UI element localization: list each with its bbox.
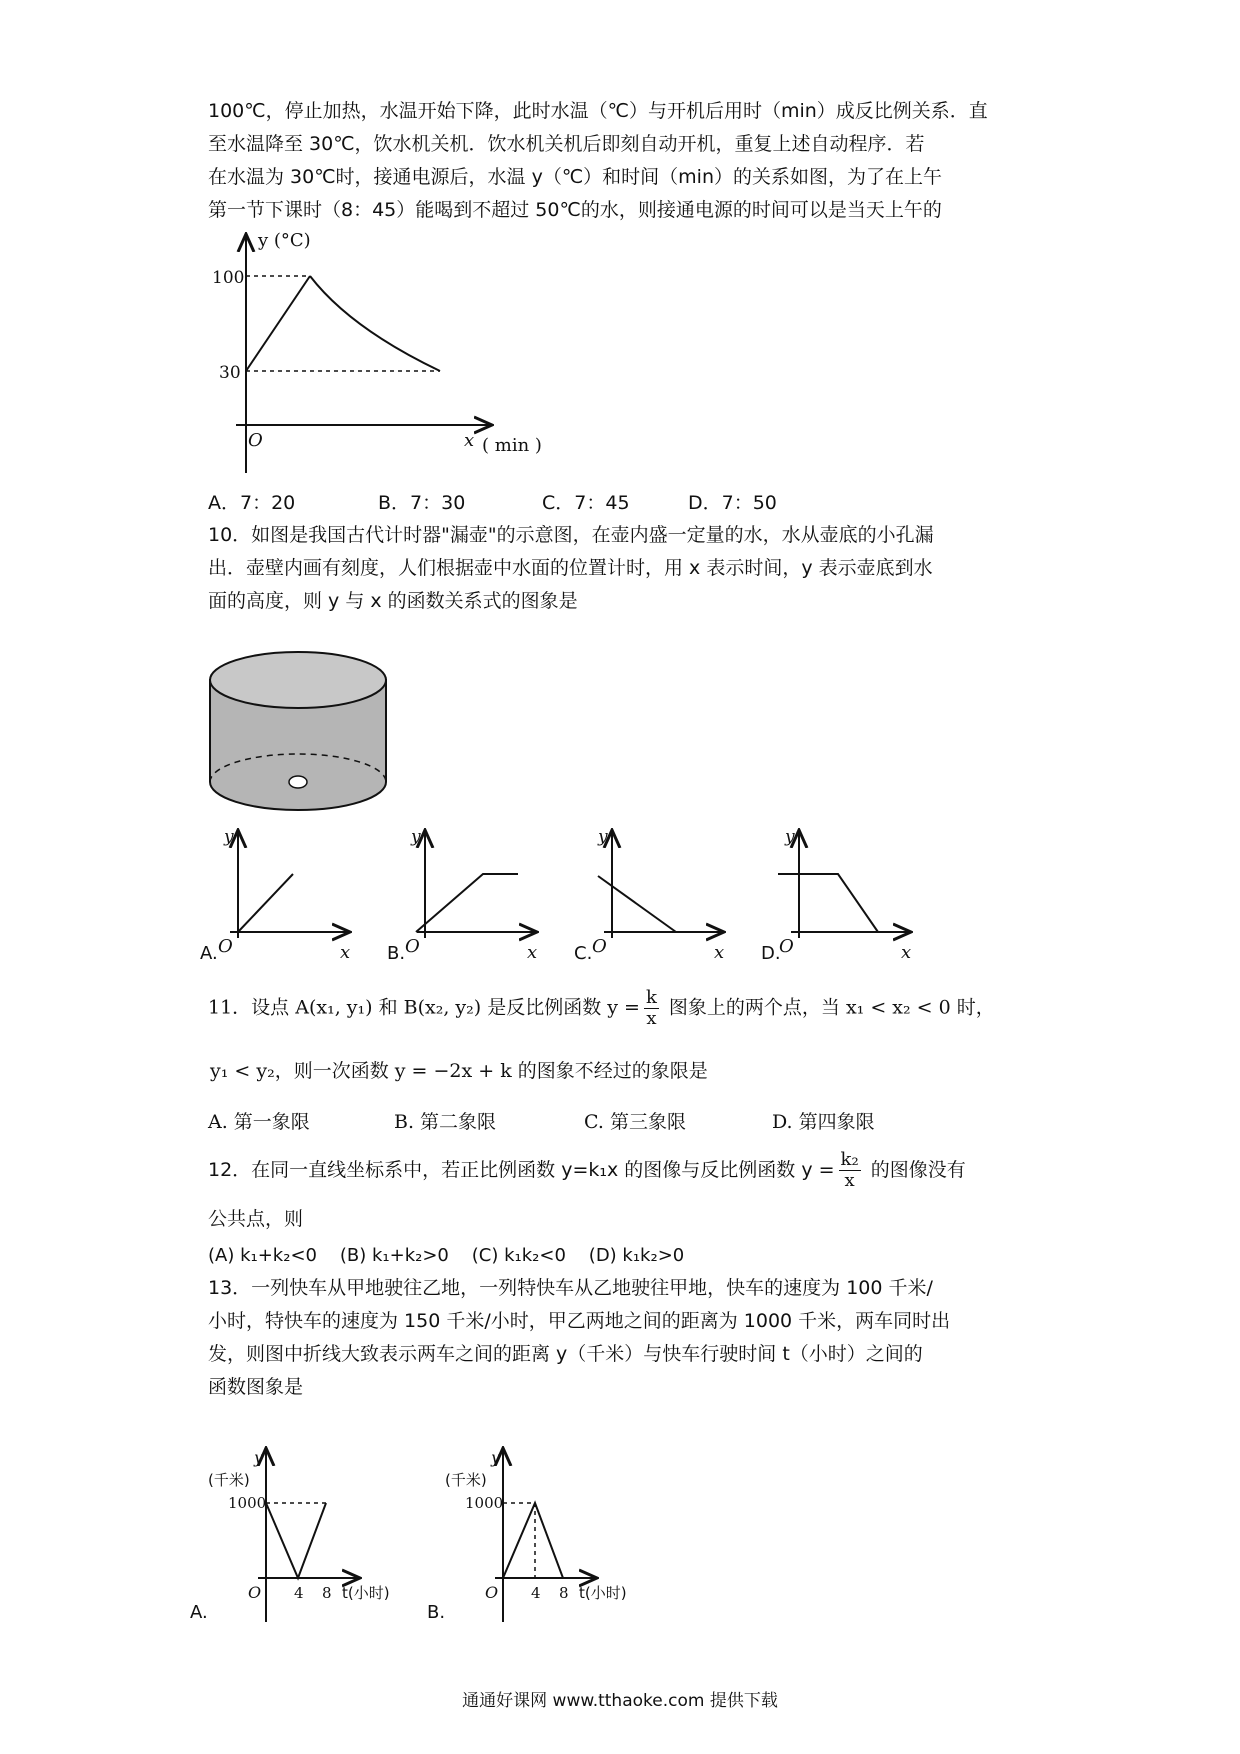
q9-temperature-graph [200,228,560,468]
q12-part1: 12．在同一直线坐标系中，若正比例函数 y=k₁x 的图像与反比例函数 y = [208,1159,835,1181]
q13-b-y-unit: (千米) [445,1471,487,1489]
q10-line2: 出．壶壁内画有刻度，人们根据壶中水面的位置计时，用 x 表示时间，y 表示壶底到水 [208,557,933,579]
q13-line3: 发，则图中折线大致表示两车之间的距离 y（千米）与快车行驶时间 t（小时）之间的 [208,1343,923,1365]
q11-point-b: (x₂, y₂) [417,996,482,1019]
q9-line4: 第一节下课时（8：45）能喝到不超过 50℃的水，则接通电源的时间可以是当天上午的 [208,199,942,221]
q13-b-tick-4: 4 [531,1584,541,1602]
q10-d-x-label: x [901,942,912,963]
q12-part2: 的图像没有 [864,1159,966,1181]
q11-point-a: (x₁, y₁) [308,996,373,1019]
q12-options: (A) k₁+k₂<0 (B) k₁+k₂>0 (C) k₁k₂<0 (D) k₁k₂>0 [208,1245,685,1266]
q9-tick-100: 100 [212,268,245,288]
q10-a-curve [238,874,293,932]
q13-b-tick-8: 8 [559,1584,569,1602]
q10-b-origin: O [405,936,420,957]
q12-fraction: $\frac{\text{k₂}}{x}$ [840,1149,859,1191]
q13-a-tick-8: 8 [322,1584,332,1602]
q13-b-origin: O [485,1583,499,1602]
q13-option-graphs [190,1400,700,1623]
q9-option-d: D．7：50 [688,492,777,514]
q11-line2: y₁ < y₂，则一次函数 y = −2x + k 的图象不经过的象限是 [210,1060,708,1082]
q13-line1: 13．一列快车从甲地驶往乙地，一列特快车从乙地驶往甲地，快车的速度为 100 千米/ [208,1277,933,1299]
q10-c-x-label: x [714,942,725,963]
q13-option-a-label: A. [190,1602,208,1623]
q10-c-y-label: y [598,827,608,847]
water-clock-illustration [208,650,408,810]
q9-heating-line [246,276,310,371]
q12-line2: 公共点，则 [208,1208,304,1230]
q9-line1: 100℃，停止加热，水温开始下降，此时水温（℃）与开机后用时（min）成反比例关系．直 [208,100,988,122]
q10-line3: 面的高度，则 y 与 x 的函数关系式的图象是 [208,590,578,612]
q9-cooling-curve [310,276,440,371]
drain-hole-icon [289,776,307,788]
q9-origin: O [248,430,263,451]
q9-line3: 在水温为 30℃时，接通电源后，水温 y（℃）和时间（min）的关系如图，为了在上午 [208,166,943,188]
q10-a-y-label: y [224,827,234,847]
q13-b-tick-1000: 1000 [465,1494,504,1512]
q11-part1: 11．设点 A [208,996,309,1019]
q13-a-y-unit: (千米) [208,1471,250,1489]
q11-option-b: B. 第二象限 [394,1111,497,1133]
q10-a-origin: O [218,936,233,957]
q11-option-c: C. 第三象限 [584,1111,686,1133]
q13-option-b-label: B. [427,1602,446,1623]
q10-a-x-label: x [340,942,351,963]
q13-line2: 小时，特快车的速度为 150 千米/小时，甲乙两地之间的距离为 1000 千米，两车同时出 [208,1310,951,1332]
q11-part3: 图象上的两个点，当 x₁ < x₂ < 0 时， [662,996,995,1019]
q9-y-label: y (°C) [258,230,311,251]
q13-a-origin: O [248,1583,262,1602]
q9-option-b: B．7：30 [378,492,466,514]
q10-d-curve [778,874,878,932]
q10-d-y-label: y [785,827,795,847]
q10-option-c-label: C. [574,943,593,964]
q11-and: 和 B [372,996,418,1019]
q10-b-x-label: x [527,942,538,963]
q10-b-y-label: y [411,827,421,847]
q11-part2: 是反比例函数 y = [481,996,640,1019]
q10-c-curve [598,876,676,932]
q11-line1 [208,988,995,1029]
q10-c-origin: O [592,936,607,957]
q9-option-c: C．7：45 [542,492,630,514]
q10-d-origin: O [779,936,794,957]
q12-line1 [208,1150,966,1191]
q9-x-label: x [464,430,475,451]
q11-option-d: D. 第四象限 [772,1111,875,1133]
q10-b-curve [416,874,518,932]
q9-x-unit: ( min ) [482,435,542,456]
q10-option-a-label: A. [200,943,218,964]
q11-fraction: $\frac{k}{x}$ [645,987,657,1029]
q10-option-b-label: B. [387,943,406,964]
q13-b-x-label: t(小时) [579,1584,627,1602]
q10-line1: 10．如图是我国古代计时器"漏壶"的示意图，在壶内盛一定量的水，水从壶底的小孔漏 [208,524,934,546]
q13-b-distance-line [503,1503,563,1578]
q11-option-a: A. 第一象限 [208,1111,310,1133]
q13-a-tick-1000: 1000 [228,1494,267,1512]
q10-option-graphs [200,820,1200,964]
q13-b-y-label: y [491,1448,501,1467]
page-footer: 通通好课网 www.tthaoke.com 提供下载 [462,1691,778,1711]
q13-a-y-label: y [254,1448,264,1467]
q13-a-distance-line [266,1503,326,1578]
q9-line2: 至水温降至 30℃，饮水机关机．饮水机关机后即刻自动开机，重复上述自动程序．若 [208,133,925,155]
q9-option-a: A．7：20 [208,492,296,514]
q9-tick-30: 30 [219,363,241,383]
q13-line4: 函数图象是 [208,1376,304,1398]
q13-a-x-label: t(小时) [342,1584,390,1602]
q10-option-d-label: D. [761,943,781,964]
q13-a-tick-4: 4 [294,1584,304,1602]
